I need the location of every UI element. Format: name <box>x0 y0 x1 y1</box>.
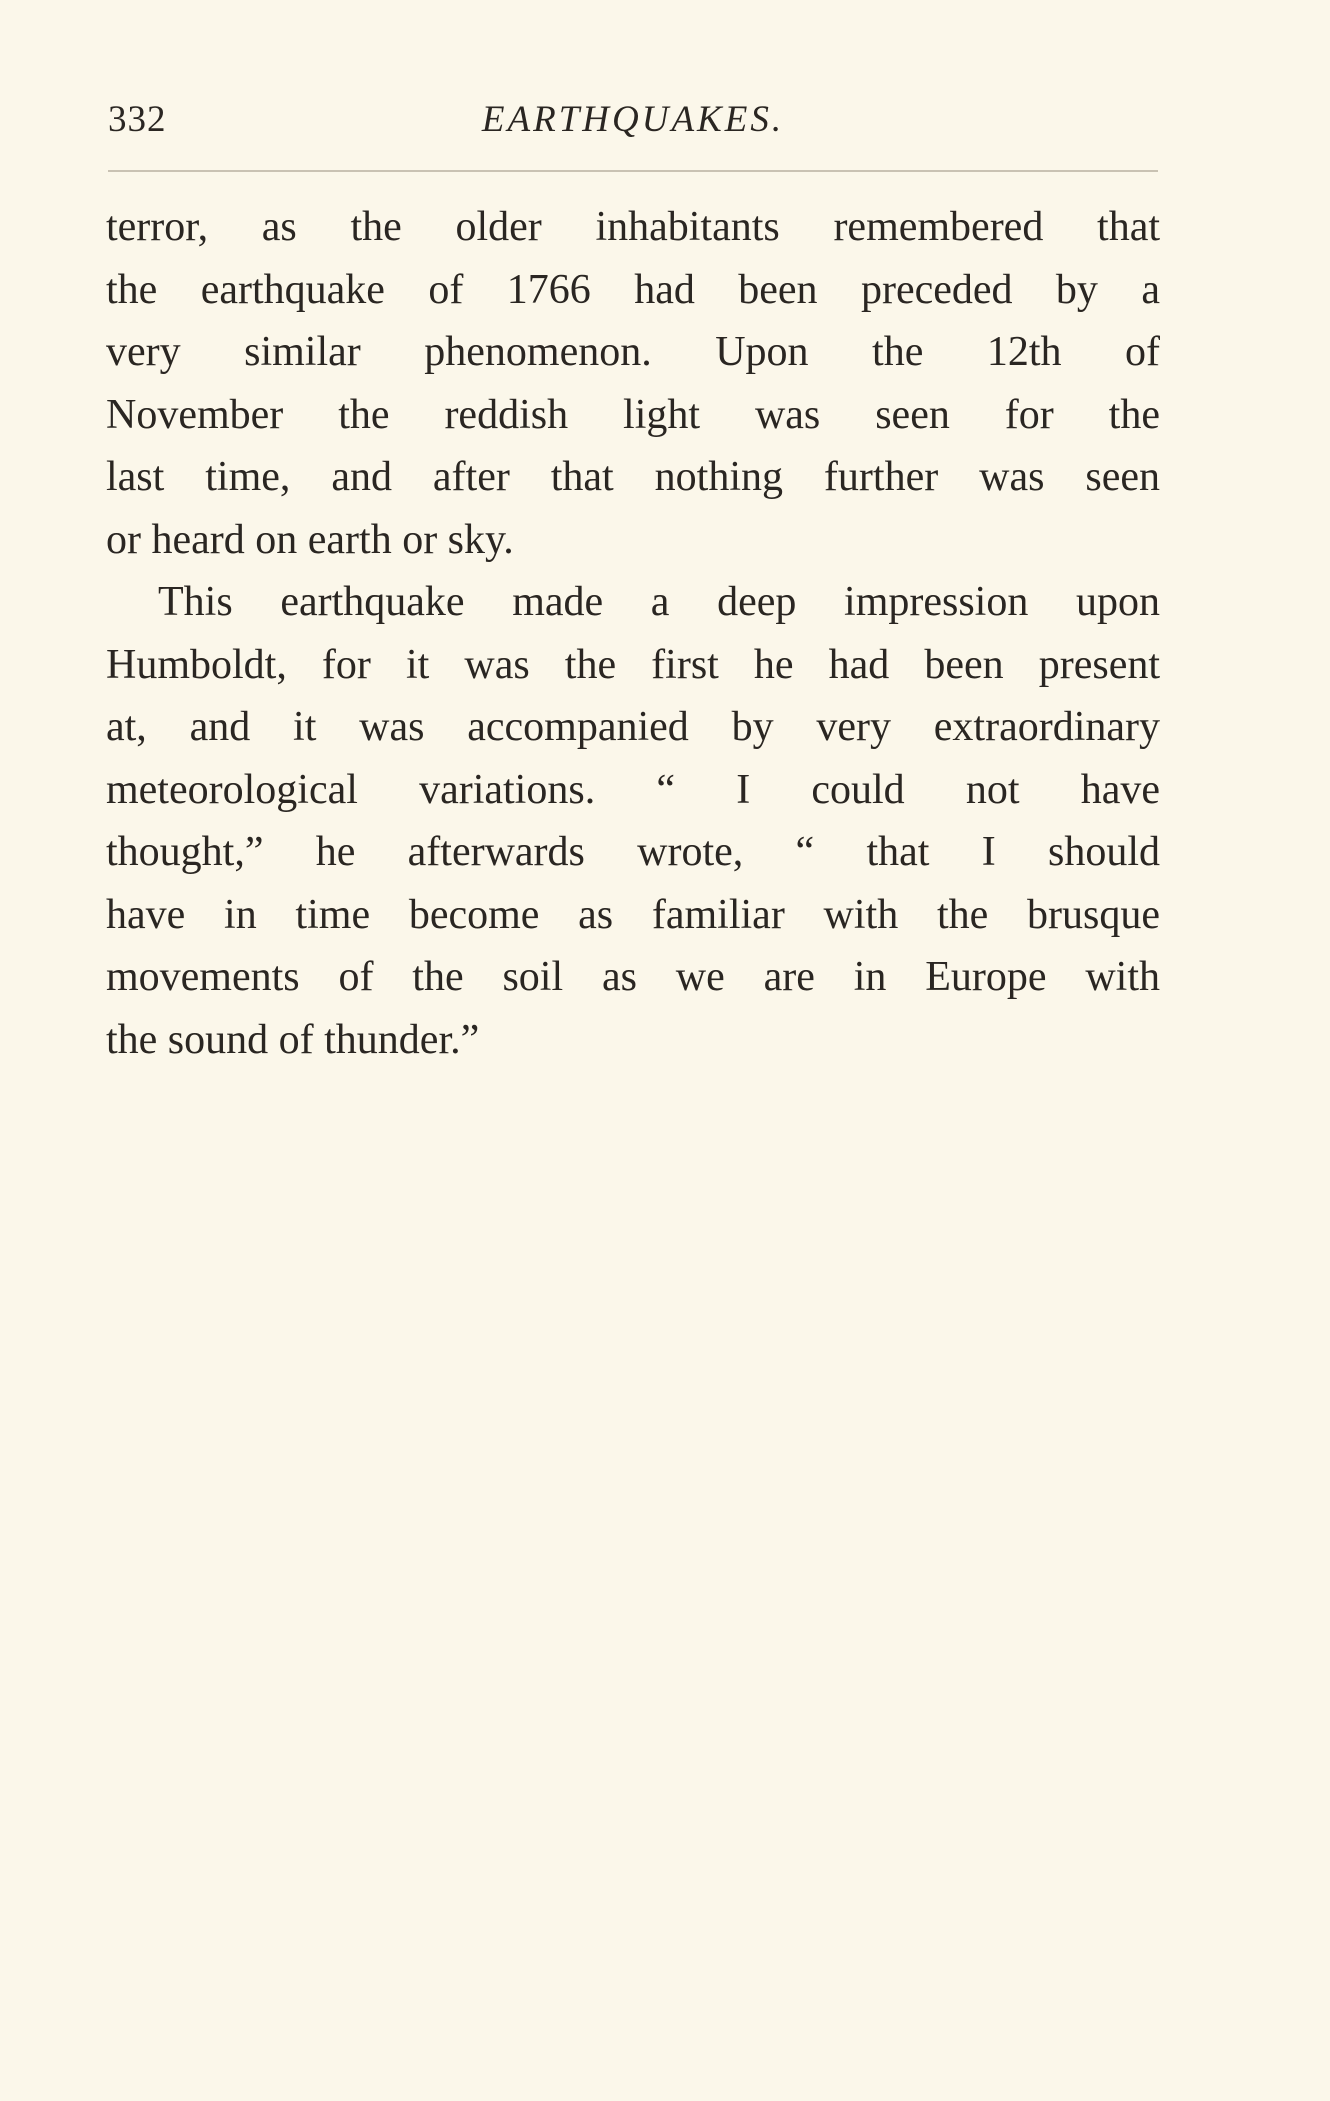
paragraph-2 <box>106 571 1160 1071</box>
text-line: or heard on earth or sky. <box>106 516 514 563</box>
text-line: last time, and after that nothing further was seen <box>106 454 1160 500</box>
page-number: 332 <box>108 99 167 140</box>
text-line: This earthquake made a deep impression upon <box>158 579 1160 625</box>
text-line: at, and it was accompanied by very extraordinary <box>106 704 1160 750</box>
text-line: Humboldt, for it was the first he had been present <box>106 641 1160 688</box>
paragraph-1 <box>106 196 1160 571</box>
text-line: movements of the soil as we are in Europe with <box>106 954 1160 1000</box>
text-line: meteorological variations. “ I could not have <box>106 766 1160 813</box>
running-head <box>108 92 1158 152</box>
running-title: EARTHQUAKES. <box>481 99 785 140</box>
text-line: the earthquake of 1766 had been preceded by a <box>106 266 1160 313</box>
text-line: thought,” he afterwards wrote, “ that I should <box>106 829 1160 875</box>
text-line: November the reddish light was seen for the <box>106 391 1160 438</box>
text-line: have in time become as familiar with the brusque <box>106 891 1160 938</box>
body-text <box>106 196 1160 1071</box>
header-rule <box>108 170 1158 172</box>
text-line: terror, as the older inhabitants remembered that <box>106 204 1160 250</box>
text-line: the sound of thunder.” <box>106 1016 480 1063</box>
text-line: very similar phenomenon. Upon the 12th of <box>106 329 1160 375</box>
